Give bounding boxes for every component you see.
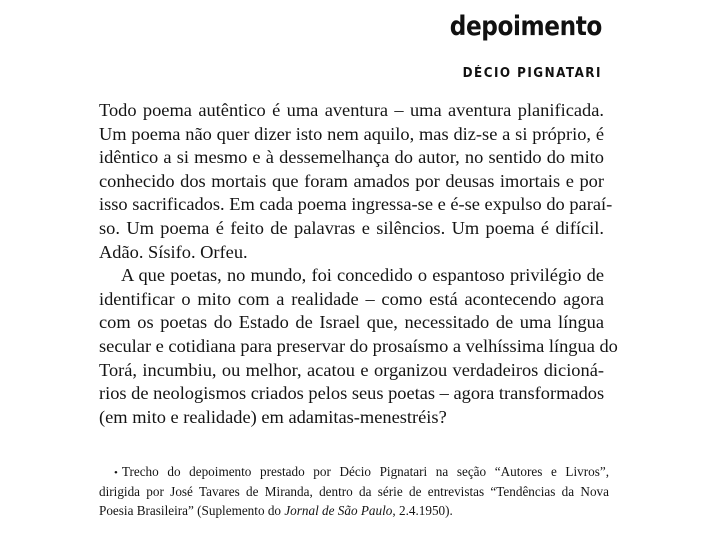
footnote-line [99,502,609,521]
text-line: Um poema não quer dizer isto nem aquilo, mas diz-se a si próprio, é [99,123,604,144]
footnote-line [99,463,609,483]
text-line: Torá, incumbiu, ou melhor, acatou e organizou verdadeiros dicioná- [99,359,604,380]
footnote-marker: • [114,467,118,479]
text-line: A que poetas, no mundo, foi concedido o espantoso privilégio de [121,265,604,286]
footnote-text: , 2.4.1950). [392,502,453,518]
text-line: identificar o mito com a realidade – como está acontecendo agora [99,288,604,309]
text-line: Todo poema autêntico é uma aventura – uma aventura planificada. [99,100,604,120]
paragraph-1 [99,99,613,264]
page-header [425,10,602,81]
text-line: rios de neologismos criados pelos seus poetas – agora transformados [99,383,605,404]
author-name: DÉCIO PIGNATARI [462,66,602,81]
paragraph-2 [99,264,618,429]
footnote-text: Poesia Brasileira” (Suplemento do [99,502,285,518]
text-line: (em mito e realidade) em adamitas-menestréis? [99,406,447,427]
section-title: depoimento [449,11,602,42]
footnote-text: Trecho do depoimento prestado por Décio Pignatari na seção “Autores e Livros”, [121,464,609,479]
text-line: Adão. Sísifo. Orfeu. [99,241,248,262]
text-line: conhecido dos mortais que foram amados por deusas imortais e por [99,170,604,191]
text-line: isso sacrificados. Em cada poema ingressa-se e é-se expulso do paraí- [99,194,613,215]
newspaper-title: Jornal de São Paulo [284,502,393,518]
footnote [99,463,609,520]
text-line: so. Um poema é feito de palavras e silêncios. Um poema é difícil. [99,217,604,238]
footnote-line: dirigida por José Tavares de Miranda, dentro da série de entrevistas “Tendências da Nova [99,483,609,499]
text-line: secular e cotidiana para preservar do prosaísmo a velhíssima língua do [99,335,618,356]
text-line: com os poetas do Estado de Israel que, necessitado de uma língua [99,312,604,333]
text-line: idêntico a si mesmo e à dessemelhança do autor, no sentido do mito [99,147,604,168]
body-text [99,99,618,429]
